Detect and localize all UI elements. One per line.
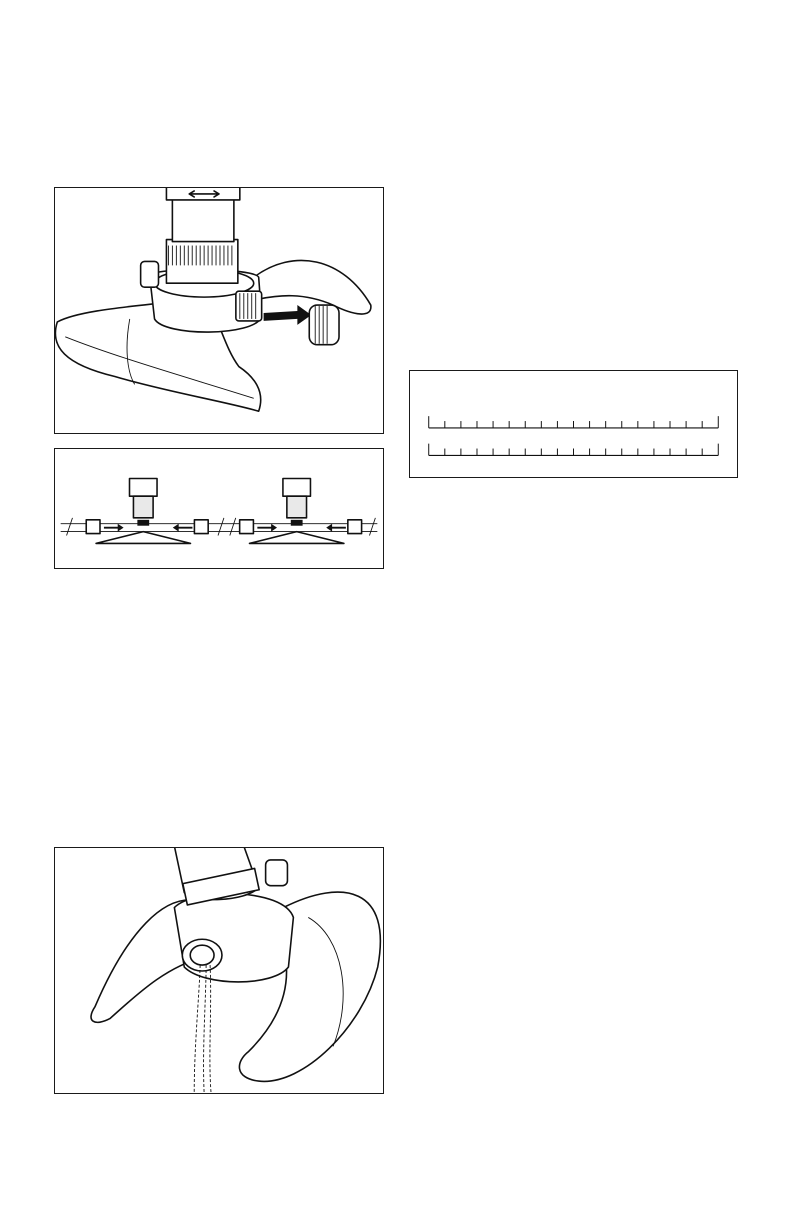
coverage-scale-box — [409, 370, 738, 478]
sprinkler-drain-figure — [54, 847, 384, 1094]
scale-graphic — [410, 371, 737, 477]
scale-bottom — [429, 444, 719, 456]
hose-connection-figure — [54, 448, 384, 569]
sprinkler-unit-right — [240, 479, 362, 544]
sprinkler-hose-chain-illustration — [55, 449, 383, 568]
sprinkler-drain-illustration — [55, 848, 383, 1093]
sprinkler-unit-left — [86, 479, 208, 544]
scale-top — [429, 416, 719, 428]
sprinkler-cap-removal-figure — [54, 187, 384, 434]
sprinkler-end-cap-illustration — [55, 188, 383, 433]
